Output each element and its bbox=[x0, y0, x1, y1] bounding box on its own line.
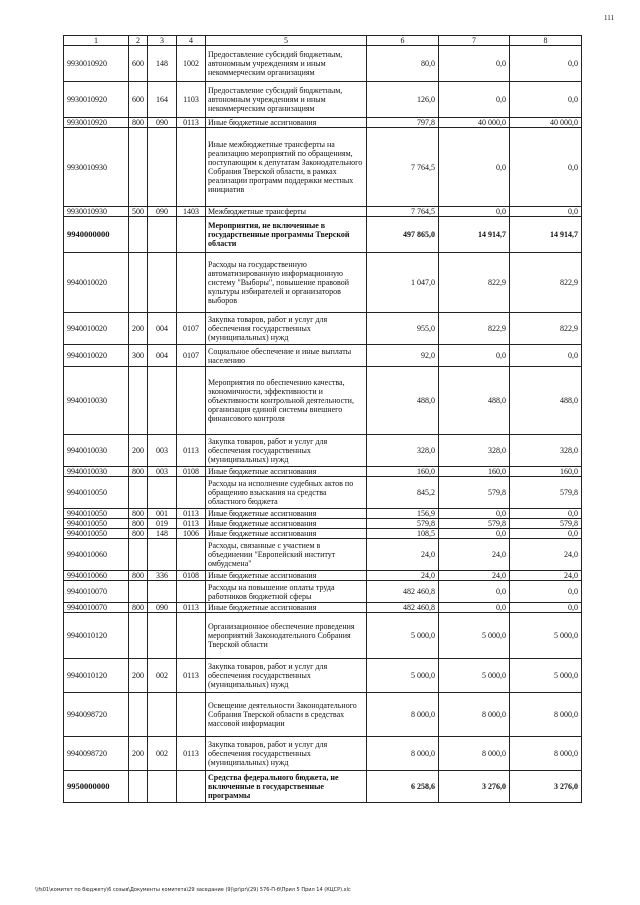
section-code bbox=[177, 581, 206, 603]
item-name: Иные бюджетные ассигнования bbox=[206, 519, 367, 529]
department-code: 001 bbox=[148, 509, 177, 519]
expense-type-code bbox=[129, 539, 148, 571]
target-article-code: 9930010920 bbox=[64, 82, 129, 118]
table-row bbox=[64, 509, 582, 519]
department-code: 002 bbox=[148, 659, 177, 693]
target-article-code: 9930010920 bbox=[64, 46, 129, 82]
amount-col7: 8 000,0 bbox=[439, 693, 510, 737]
table-row bbox=[64, 46, 582, 82]
department-code: 003 bbox=[148, 467, 177, 477]
section-code: 0113 bbox=[177, 509, 206, 519]
department-code bbox=[148, 217, 177, 253]
table-body bbox=[64, 46, 582, 803]
table-row bbox=[64, 207, 582, 217]
section-code bbox=[177, 771, 206, 803]
amount-col6: 482 460,8 bbox=[367, 581, 439, 603]
amount-col7: 0,0 bbox=[439, 509, 510, 519]
amount-col7: 24,0 bbox=[439, 571, 510, 581]
expense-type-code bbox=[129, 477, 148, 509]
amount-col6: 92,0 bbox=[367, 345, 439, 367]
expense-type-code: 800 bbox=[129, 467, 148, 477]
table-row bbox=[64, 581, 582, 603]
amount-col8: 24,0 bbox=[510, 539, 582, 571]
expense-type-code: 800 bbox=[129, 118, 148, 128]
table-row bbox=[64, 345, 582, 367]
table-row bbox=[64, 118, 582, 128]
target-article-code: 9930010930 bbox=[64, 207, 129, 217]
expense-type-code: 200 bbox=[129, 659, 148, 693]
amount-col6: 160,0 bbox=[367, 467, 439, 477]
item-name: Иные бюджетные ассигнования bbox=[206, 118, 367, 128]
table-row bbox=[64, 217, 582, 253]
amount-col6: 7 764,5 bbox=[367, 128, 439, 207]
expense-type-code: 200 bbox=[129, 737, 148, 771]
item-name: Межбюджетные трансферты bbox=[206, 207, 367, 217]
header-cell: 2 bbox=[129, 36, 148, 46]
section-code: 0113 bbox=[177, 519, 206, 529]
expense-type-code: 800 bbox=[129, 519, 148, 529]
department-code bbox=[148, 539, 177, 571]
section-code: 0113 bbox=[177, 435, 206, 467]
section-code bbox=[177, 613, 206, 659]
expense-type-code: 500 bbox=[129, 207, 148, 217]
amount-col7: 3 276,0 bbox=[439, 771, 510, 803]
department-code bbox=[148, 771, 177, 803]
amount-col8: 822,9 bbox=[510, 253, 582, 313]
amount-col6: 579,8 bbox=[367, 519, 439, 529]
amount-col6: 108,5 bbox=[367, 529, 439, 539]
section-code bbox=[177, 477, 206, 509]
expense-type-code: 600 bbox=[129, 46, 148, 82]
table-row bbox=[64, 529, 582, 539]
section-code: 0107 bbox=[177, 313, 206, 345]
amount-col8: 0,0 bbox=[510, 509, 582, 519]
amount-col7: 40 000,0 bbox=[439, 118, 510, 128]
department-code bbox=[148, 128, 177, 207]
section-code: 0113 bbox=[177, 118, 206, 128]
amount-col7: 579,8 bbox=[439, 519, 510, 529]
target-article-code: 9940098720 bbox=[64, 737, 129, 771]
expense-type-code bbox=[129, 771, 148, 803]
target-article-code: 9940010120 bbox=[64, 613, 129, 659]
target-article-code: 9940010030 bbox=[64, 435, 129, 467]
target-article-code: 9940098720 bbox=[64, 693, 129, 737]
section-code: 0108 bbox=[177, 467, 206, 477]
amount-col6: 5 000,0 bbox=[367, 613, 439, 659]
section-code: 0113 bbox=[177, 659, 206, 693]
item-name: Иные бюджетные ассигнования bbox=[206, 529, 367, 539]
expense-type-code: 800 bbox=[129, 571, 148, 581]
section-code bbox=[177, 217, 206, 253]
expense-type-code: 800 bbox=[129, 509, 148, 519]
target-article-code: 9940010050 bbox=[64, 477, 129, 509]
file-path-footer: \\fs01\комитет по бюджету\6 созыв\Документы комитета\29 заседание (9)\pr\pr\(29) 576-П-б\Прил 5 Прил 14 (КЦСР).xlc bbox=[35, 887, 351, 893]
amount-col7: 488,0 bbox=[439, 367, 510, 435]
expense-type-code: 300 bbox=[129, 345, 148, 367]
amount-col6: 8 000,0 bbox=[367, 693, 439, 737]
amount-col8: 40 000,0 bbox=[510, 118, 582, 128]
amount-col8: 0,0 bbox=[510, 603, 582, 613]
expense-type-code bbox=[129, 217, 148, 253]
table-row bbox=[64, 571, 582, 581]
table-row bbox=[64, 477, 582, 509]
target-article-code: 9950000000 bbox=[64, 771, 129, 803]
table-row bbox=[64, 467, 582, 477]
header-cell: 7 bbox=[439, 36, 510, 46]
amount-col7: 0,0 bbox=[439, 82, 510, 118]
amount-col6: 156,9 bbox=[367, 509, 439, 519]
item-name: Мероприятия, не включенные в государственные программы Тверской области bbox=[206, 217, 367, 253]
expense-type-code bbox=[129, 613, 148, 659]
expense-type-code bbox=[129, 367, 148, 435]
amount-col6: 845,2 bbox=[367, 477, 439, 509]
department-code: 019 bbox=[148, 519, 177, 529]
target-article-code: 9930010930 bbox=[64, 128, 129, 207]
target-article-code: 9940010050 bbox=[64, 519, 129, 529]
table-row bbox=[64, 693, 582, 737]
target-article-code: 9940010020 bbox=[64, 313, 129, 345]
amount-col8: 3 276,0 bbox=[510, 771, 582, 803]
amount-col6: 1 047,0 bbox=[367, 253, 439, 313]
amount-col8: 5 000,0 bbox=[510, 613, 582, 659]
amount-col8: 24,0 bbox=[510, 571, 582, 581]
department-code: 090 bbox=[148, 207, 177, 217]
amount-col7: 822,9 bbox=[439, 313, 510, 345]
expense-type-code bbox=[129, 581, 148, 603]
amount-col7: 0,0 bbox=[439, 581, 510, 603]
amount-col6: 497 865,0 bbox=[367, 217, 439, 253]
section-code bbox=[177, 693, 206, 737]
header-cell: 1 bbox=[64, 36, 129, 46]
expense-type-code bbox=[129, 128, 148, 207]
amount-col8: 488,0 bbox=[510, 367, 582, 435]
section-code: 1002 bbox=[177, 46, 206, 82]
item-name: Предоставление субсидий бюджетным, автономным учреждениям и иным некоммерческим организациям bbox=[206, 82, 367, 118]
amount-col7: 0,0 bbox=[439, 128, 510, 207]
amount-col7: 0,0 bbox=[439, 345, 510, 367]
amount-col8: 8 000,0 bbox=[510, 737, 582, 771]
amount-col8: 0,0 bbox=[510, 82, 582, 118]
department-code: 004 bbox=[148, 313, 177, 345]
table-row bbox=[64, 128, 582, 207]
amount-col7: 8 000,0 bbox=[439, 737, 510, 771]
department-code: 148 bbox=[148, 529, 177, 539]
item-name: Иные бюджетные ассигнования bbox=[206, 467, 367, 477]
section-code bbox=[177, 253, 206, 313]
section-code: 1403 bbox=[177, 207, 206, 217]
target-article-code: 9940010070 bbox=[64, 603, 129, 613]
table-row bbox=[64, 367, 582, 435]
amount-col8: 0,0 bbox=[510, 128, 582, 207]
amount-col8: 0,0 bbox=[510, 46, 582, 82]
section-code: 0113 bbox=[177, 603, 206, 613]
expense-type-code: 200 bbox=[129, 313, 148, 345]
department-code bbox=[148, 253, 177, 313]
table-row bbox=[64, 519, 582, 529]
amount-col6: 797,8 bbox=[367, 118, 439, 128]
item-name: Закупка товаров, работ и услуг для обеспечения государственных (муниципальных) нужд bbox=[206, 435, 367, 467]
item-name: Иные бюджетные ассигнования bbox=[206, 603, 367, 613]
section-code: 0108 bbox=[177, 571, 206, 581]
amount-col7: 5 000,0 bbox=[439, 659, 510, 693]
amount-col8: 822,9 bbox=[510, 313, 582, 345]
amount-col7: 24,0 bbox=[439, 539, 510, 571]
department-code: 090 bbox=[148, 603, 177, 613]
budget-table bbox=[63, 35, 582, 803]
amount-col6: 328,0 bbox=[367, 435, 439, 467]
section-code: 1103 bbox=[177, 82, 206, 118]
department-code bbox=[148, 693, 177, 737]
target-article-code: 9930010920 bbox=[64, 118, 129, 128]
header-cell: 8 bbox=[510, 36, 582, 46]
amount-col8: 579,8 bbox=[510, 519, 582, 529]
department-code: 090 bbox=[148, 118, 177, 128]
department-code: 002 bbox=[148, 737, 177, 771]
header-cell: 6 bbox=[367, 36, 439, 46]
section-code bbox=[177, 539, 206, 571]
item-name: Расходы на государственную автоматизированную информационную систему "Выборы", повышение правовой культуры избирателей и организаторов выборов bbox=[206, 253, 367, 313]
item-name: Иные бюджетные ассигнования bbox=[206, 509, 367, 519]
amount-col6: 8 000,0 bbox=[367, 737, 439, 771]
target-article-code: 9940010020 bbox=[64, 345, 129, 367]
expense-type-code: 600 bbox=[129, 82, 148, 118]
amount-col8: 579,8 bbox=[510, 477, 582, 509]
amount-col8: 160,0 bbox=[510, 467, 582, 477]
amount-col7: 5 000,0 bbox=[439, 613, 510, 659]
amount-col7: 0,0 bbox=[439, 46, 510, 82]
amount-col6: 7 764,5 bbox=[367, 207, 439, 217]
table-row bbox=[64, 613, 582, 659]
amount-col8: 0,0 bbox=[510, 529, 582, 539]
target-article-code: 9940010120 bbox=[64, 659, 129, 693]
amount-col6: 488,0 bbox=[367, 367, 439, 435]
item-name: Организационное обеспечение проведения мероприятий Законодательного Собрания Тверской области bbox=[206, 613, 367, 659]
amount-col8: 328,0 bbox=[510, 435, 582, 467]
expense-type-code: 200 bbox=[129, 435, 148, 467]
item-name: Освещение деятельности Законодательного Собрания Тверской области в средствах массовой информации bbox=[206, 693, 367, 737]
section-code bbox=[177, 128, 206, 207]
table-row bbox=[64, 313, 582, 345]
department-code: 164 bbox=[148, 82, 177, 118]
header-cell: 5 bbox=[206, 36, 367, 46]
item-name: Расходы, связанные с участием в объединении "Европейский институт омбудсмена" bbox=[206, 539, 367, 571]
department-code: 148 bbox=[148, 46, 177, 82]
department-code: 004 bbox=[148, 345, 177, 367]
target-article-code: 9940010030 bbox=[64, 367, 129, 435]
header-row bbox=[64, 36, 582, 46]
table-row bbox=[64, 659, 582, 693]
amount-col8: 5 000,0 bbox=[510, 659, 582, 693]
item-name: Расходы на повышение оплаты труда работников бюджетной сферы bbox=[206, 581, 367, 603]
department-code bbox=[148, 367, 177, 435]
item-name: Иные межбюджетные трансферты на реализацию мероприятий по обращениям, поступающим к депутатам Законодательного Собрания Тверской области, в рамках реализации программ поддержки местных инициатив bbox=[206, 128, 367, 207]
item-name: Мероприятия по обеспечению качества, экономичности, эффективности и объективности контрольной деятельности, организация единой системы внешнего финансового контроля bbox=[206, 367, 367, 435]
target-article-code: 9940010020 bbox=[64, 253, 129, 313]
table-row bbox=[64, 82, 582, 118]
target-article-code: 9940000000 bbox=[64, 217, 129, 253]
amount-col7: 0,0 bbox=[439, 207, 510, 217]
amount-col6: 24,0 bbox=[367, 571, 439, 581]
table-row bbox=[64, 771, 582, 803]
department-code bbox=[148, 477, 177, 509]
target-article-code: 9940010060 bbox=[64, 571, 129, 581]
page-number: 111 bbox=[604, 14, 614, 22]
table-row bbox=[64, 539, 582, 571]
amount-col6: 6 258,6 bbox=[367, 771, 439, 803]
amount-col6: 5 000,0 bbox=[367, 659, 439, 693]
expense-type-code bbox=[129, 253, 148, 313]
expense-type-code: 800 bbox=[129, 603, 148, 613]
item-name: Расходы на исполнение судебных актов по обращению взыскания на средства областного бюджета bbox=[206, 477, 367, 509]
target-article-code: 9940010030 bbox=[64, 467, 129, 477]
section-code: 1006 bbox=[177, 529, 206, 539]
item-name: Предоставление субсидий бюджетным, автономным учреждениям и иным некоммерческим организациям bbox=[206, 46, 367, 82]
item-name: Закупка товаров, работ и услуг для обеспечения государственных (муниципальных) нужд bbox=[206, 313, 367, 345]
target-article-code: 9940010050 bbox=[64, 529, 129, 539]
expense-type-code bbox=[129, 693, 148, 737]
amount-col7: 0,0 bbox=[439, 603, 510, 613]
amount-col7: 579,8 bbox=[439, 477, 510, 509]
amount-col7: 822,9 bbox=[439, 253, 510, 313]
amount-col8: 0,0 bbox=[510, 581, 582, 603]
amount-col8: 0,0 bbox=[510, 207, 582, 217]
amount-col6: 80,0 bbox=[367, 46, 439, 82]
department-code: 336 bbox=[148, 571, 177, 581]
header-cell: 3 bbox=[148, 36, 177, 46]
table-row bbox=[64, 737, 582, 771]
amount-col8: 8 000,0 bbox=[510, 693, 582, 737]
item-name: Закупка товаров, работ и услуг для обеспечения государственных (муниципальных) нужд bbox=[206, 659, 367, 693]
expense-type-code: 800 bbox=[129, 529, 148, 539]
item-name: Средства федерального бюджета, не включенные в государственные программы bbox=[206, 771, 367, 803]
header-cell: 4 bbox=[177, 36, 206, 46]
amount-col7: 328,0 bbox=[439, 435, 510, 467]
section-code bbox=[177, 367, 206, 435]
table-header bbox=[64, 36, 582, 46]
department-code: 003 bbox=[148, 435, 177, 467]
item-name: Закупка товаров, работ и услуг для обеспечения государственных (муниципальных) нужд bbox=[206, 737, 367, 771]
amount-col7: 14 914,7 bbox=[439, 217, 510, 253]
department-code bbox=[148, 581, 177, 603]
amount-col6: 126,0 bbox=[367, 82, 439, 118]
section-code: 0113 bbox=[177, 737, 206, 771]
table-row bbox=[64, 253, 582, 313]
amount-col7: 160,0 bbox=[439, 467, 510, 477]
item-name: Социальное обеспечение и иные выплаты населению bbox=[206, 345, 367, 367]
amount-col8: 0,0 bbox=[510, 345, 582, 367]
item-name: Иные бюджетные ассигнования bbox=[206, 571, 367, 581]
amount-col6: 955,0 bbox=[367, 313, 439, 345]
table-row bbox=[64, 435, 582, 467]
target-article-code: 9940010050 bbox=[64, 509, 129, 519]
target-article-code: 9940010060 bbox=[64, 539, 129, 571]
table-row bbox=[64, 603, 582, 613]
amount-col6: 24,0 bbox=[367, 539, 439, 571]
target-article-code: 9940010070 bbox=[64, 581, 129, 603]
section-code: 0107 bbox=[177, 345, 206, 367]
amount-col8: 14 914,7 bbox=[510, 217, 582, 253]
department-code bbox=[148, 613, 177, 659]
amount-col7: 0,0 bbox=[439, 529, 510, 539]
amount-col6: 482 460,8 bbox=[367, 603, 439, 613]
